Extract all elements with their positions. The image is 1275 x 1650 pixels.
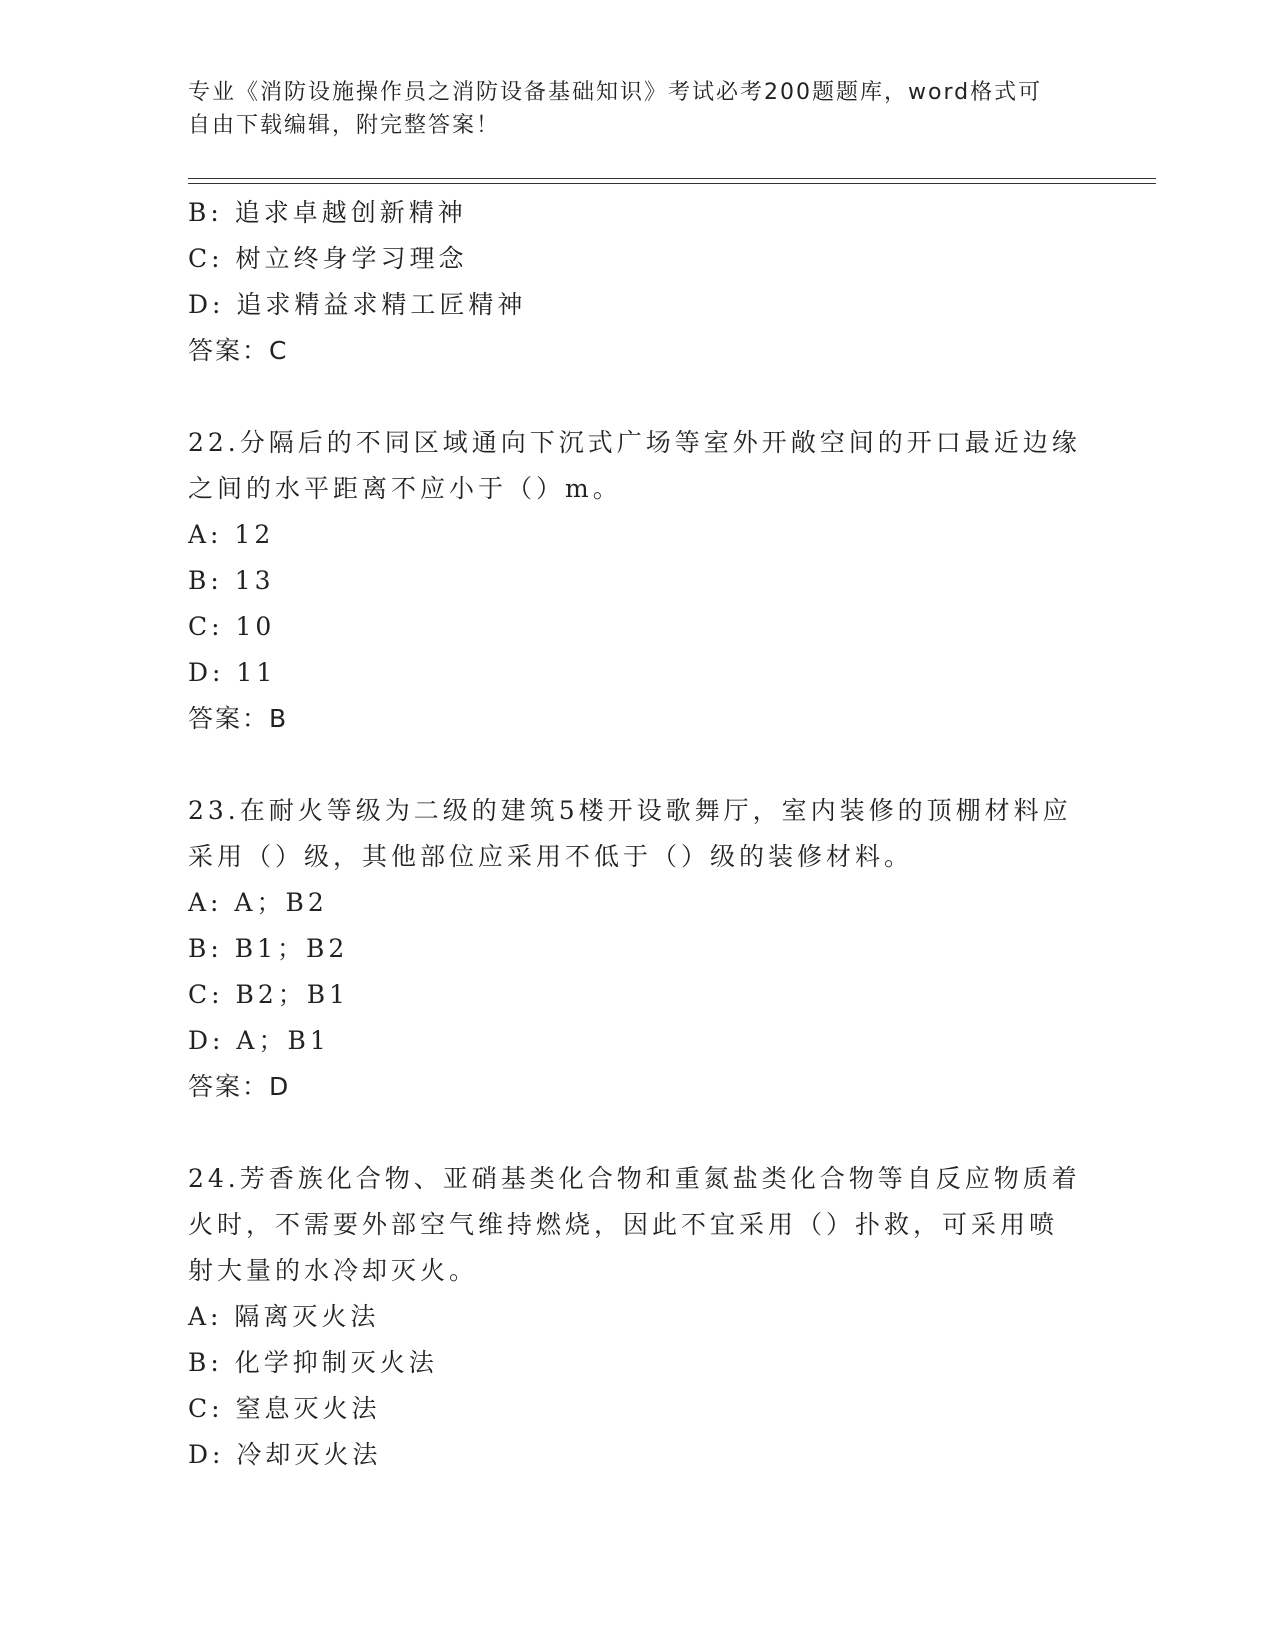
option-b: B: 化学抑制灭火法 <box>188 1348 438 1377</box>
option-d: D: 冷却灭火法 <box>188 1440 382 1469</box>
option-a: A: 12 <box>188 520 275 549</box>
option-b: B: B1；B2 <box>188 934 349 963</box>
option-c: C: B2；B1 <box>188 980 350 1009</box>
question-text-line: 之间的水平距离不应小于（）m。 <box>188 474 622 503</box>
option-d: D: A；B1 <box>188 1026 330 1055</box>
option-c: C: 树立终身学习理念 <box>188 244 468 273</box>
option-d: D: 追求精益求精工匠精神 <box>188 290 527 319</box>
header-rule-top <box>188 178 1156 179</box>
question-text-line: 射大量的水冷却灭火。 <box>188 1256 479 1285</box>
header-line-2: 自由下载编辑，附完整答案！ <box>188 113 501 138</box>
option-a: A: A；B2 <box>188 888 328 917</box>
option-a: A: 隔离灭火法 <box>188 1302 380 1331</box>
answer-line: 答案：C <box>188 336 289 365</box>
question-23 <box>188 788 1088 1110</box>
option-b: B: 13 <box>188 566 275 595</box>
option-b: B: 追求卓越创新精神 <box>188 198 467 227</box>
previous-question-tail <box>188 190 1088 374</box>
answer-line: 答案：B <box>188 704 289 733</box>
document-header <box>188 76 1068 142</box>
answer-line: 答案：D <box>188 1072 291 1101</box>
option-d: D: 11 <box>188 658 277 687</box>
question-list <box>188 190 1088 1478</box>
option-c: C: 10 <box>188 612 276 641</box>
question-text-line: 23.在耐火等级为二级的建筑5楼开设歌舞厅，室内装修的顶棚材料应 <box>188 796 1072 825</box>
header-rule-bottom <box>188 183 1156 184</box>
question-text-line: 24.芳香族化合物、亚硝基类化合物和重氮盐类化合物等自反应物质着 <box>188 1164 1081 1193</box>
question-text-line: 采用（）级，其他部位应采用不低于（）级的装修材料。 <box>188 842 914 871</box>
question-text-line: 火时，不需要外部空气维持燃烧，因此不宜采用（）扑救，可采用喷 <box>188 1210 1059 1239</box>
question-24 <box>188 1156 1088 1478</box>
option-c: C: 窒息灭火法 <box>188 1394 381 1423</box>
header-line-1: 专业《消防设施操作员之消防设备基础知识》考试必考200题题库，word格式可 <box>188 80 1043 105</box>
question-22 <box>188 420 1088 742</box>
question-text-line: 22.分隔后的不同区域通向下沉式广场等室外开敞空间的开口最近边缘 <box>188 428 1081 457</box>
